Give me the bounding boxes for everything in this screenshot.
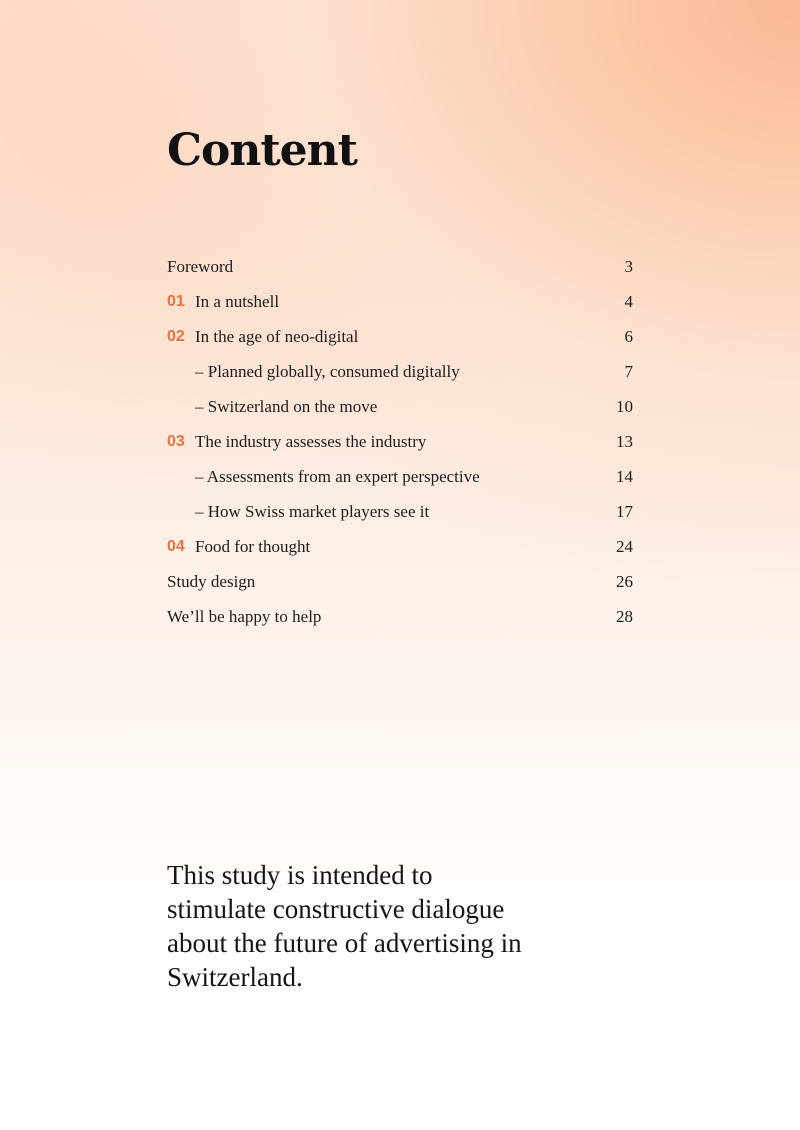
toc-item-label: In a nutshell (195, 291, 280, 311)
toc-item-label: We’ll be happy to help (167, 606, 322, 626)
toc-item-page: 10 (616, 396, 633, 416)
page-title: Content (167, 125, 357, 176)
toc-item-label: – Switzerland on the move (195, 396, 378, 416)
toc-subitem[interactable] (167, 389, 633, 424)
intro-statement: This study is intended to stimulate constructive dialogue about the future of advertising in Switzerland. (167, 860, 522, 992)
toc-item-page: 13 (616, 431, 633, 451)
toc-item-page: 26 (616, 571, 633, 591)
chapter-number: 03 (167, 432, 185, 450)
toc-item-chapter-02[interactable] (167, 319, 633, 354)
toc-item-page: 6 (624, 326, 633, 346)
toc-item-page: 3 (624, 256, 633, 276)
toc-item-label: The industry assesses the industry (195, 431, 427, 451)
toc-item-label: – Planned globally, consumed digitally (195, 361, 460, 381)
toc-item-chapter-01[interactable] (167, 284, 633, 319)
toc-item-label: In the age of neo-digital (195, 326, 359, 346)
toc-item-chapter-04[interactable] (167, 529, 633, 564)
chapter-number: 01 (167, 292, 185, 310)
toc-item-label: Food for thought (195, 536, 311, 556)
toc-item-label: – How Swiss market players see it (195, 501, 430, 521)
toc-item-label: Foreword (167, 256, 234, 276)
toc-item-page: 28 (616, 606, 633, 626)
toc-subitem[interactable] (167, 494, 633, 529)
toc-item-label: Study design (167, 571, 256, 591)
toc-item-label: – Assessments from an expert perspective (195, 466, 480, 486)
toc-subitem[interactable] (167, 459, 633, 494)
toc-subitem[interactable] (167, 354, 633, 389)
toc-item-page: 17 (616, 501, 633, 521)
chapter-number: 04 (167, 537, 185, 555)
table-of-contents (167, 249, 633, 634)
toc-item-page: 14 (616, 466, 633, 486)
toc-item-page: 24 (616, 536, 633, 556)
toc-item-chapter-03[interactable] (167, 424, 633, 459)
toc-item-study-design[interactable] (167, 564, 633, 599)
toc-item-help[interactable] (167, 599, 633, 634)
toc-item-page: 4 (624, 291, 633, 311)
toc-item-page: 7 (624, 361, 633, 381)
chapter-number: 02 (167, 327, 185, 345)
toc-item-foreword[interactable] (167, 249, 633, 284)
